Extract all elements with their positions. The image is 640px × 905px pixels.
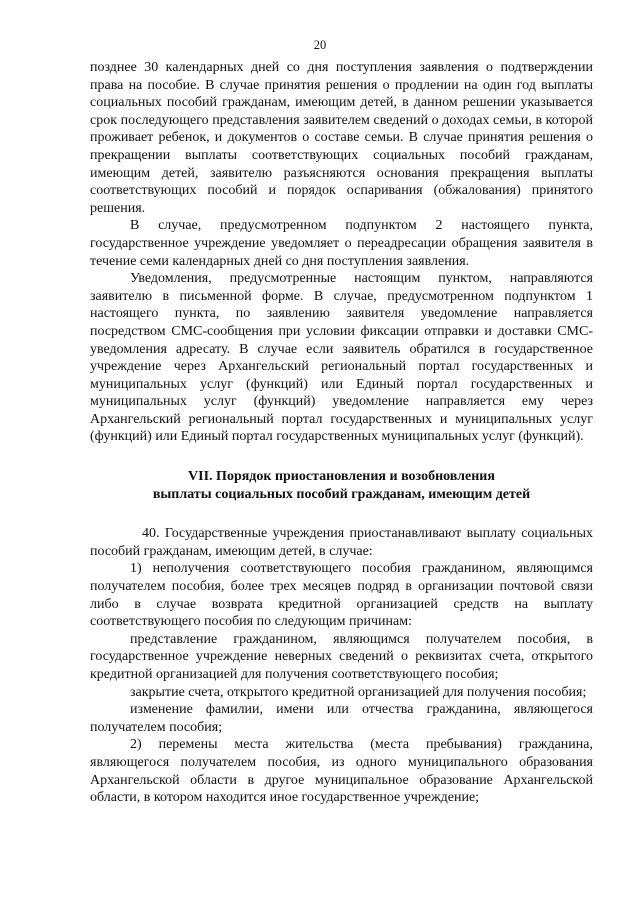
list-item: 1) неполучения соответствующего пособия гражданином, являющимся получателем пособия, более трех месяцев подряд в организации почтовой связи либо в случае возврата кредитной организацией средств на выплату соответствующего пособия по следующим причинам:	[90, 561, 593, 630]
paragraph: изменение фамилии, имени или отчества гражданина, являющегося получателем пособия;	[90, 702, 593, 735]
document-body	[90, 59, 593, 807]
list-item: 2) перемены места жительства (места пребывания) гражданина, являющегося получателем пособия, из одного муниципального образования Архангельской области в другое муниципальное образование Архангельской области, в котором находится иное государственное учреждение;	[90, 737, 593, 806]
section-heading	[90, 468, 593, 503]
paragraph: 40. Государственные учреждения приостанавливают выплату социальных пособий гражданам, имеющим детей, в случае:	[90, 526, 593, 559]
paragraph: Уведомления, предусмотренные настоящим пунктом, направляются заявителю в письменной форме. В случае, предусмотренном подпунктом 1 настоящего пункта, по заявлению заявителя уведомление направляется посредством СМС-сообщения при условии фиксации отправки и доставки СМС-уведомления адресату. В случае если заявитель обратился в государственное учреждение через Архангельский региональный портал государственных и муниципальных услуг (функций) или Единый портал государственных и муниципальных услуг (функций) уведомление направляется ему через Архангельский региональный портал государственных и муниципальных услуг (функций) или Единый портал государственных муниципальных услуг (функций).	[90, 271, 593, 445]
page-number: 20	[313, 38, 327, 52]
paragraph: закрытие счета, открытого кредитной организацией для получения пособия;	[130, 684, 587, 700]
section-heading-line: выплаты социальных пособий гражданам, имеющим детей	[152, 486, 531, 502]
paragraph: представление гражданином, являющимся получателем пособия, в государственное учреждение неверных сведений о реквизитах счета, открытого кредитной организацией для получения соответствующего пособия;	[90, 631, 593, 682]
paragraph: позднее 30 календарных дней со дня поступления заявления о подтверждении права на пособие. В случае принятия решения о продлении на один год выплаты социальных пособий гражданам, имеющим детей, в данном решении указывается срок последующего представления заявителем сведений о доходах семьи, в которой проживает ребенок, и документов о составе семьи. В случае принятия решения о прекращении выплаты соответствующих социальных пособий гражданам, имеющим детей, заявителю разъясняются основания прекращения выплаты соответствующих пособий и порядок оспаривания (обжалования) принятого решения.	[90, 60, 593, 216]
paragraph: В случае, предусмотренном подпунктом 2 настоящего пункта, государственное учреждение уведомляет о переадресации обращения заявителя в течение семи календарных дней со дня поступления заявления.	[90, 218, 593, 269]
section-heading-line: VII. Порядок приостановления и возобновления	[188, 469, 495, 485]
